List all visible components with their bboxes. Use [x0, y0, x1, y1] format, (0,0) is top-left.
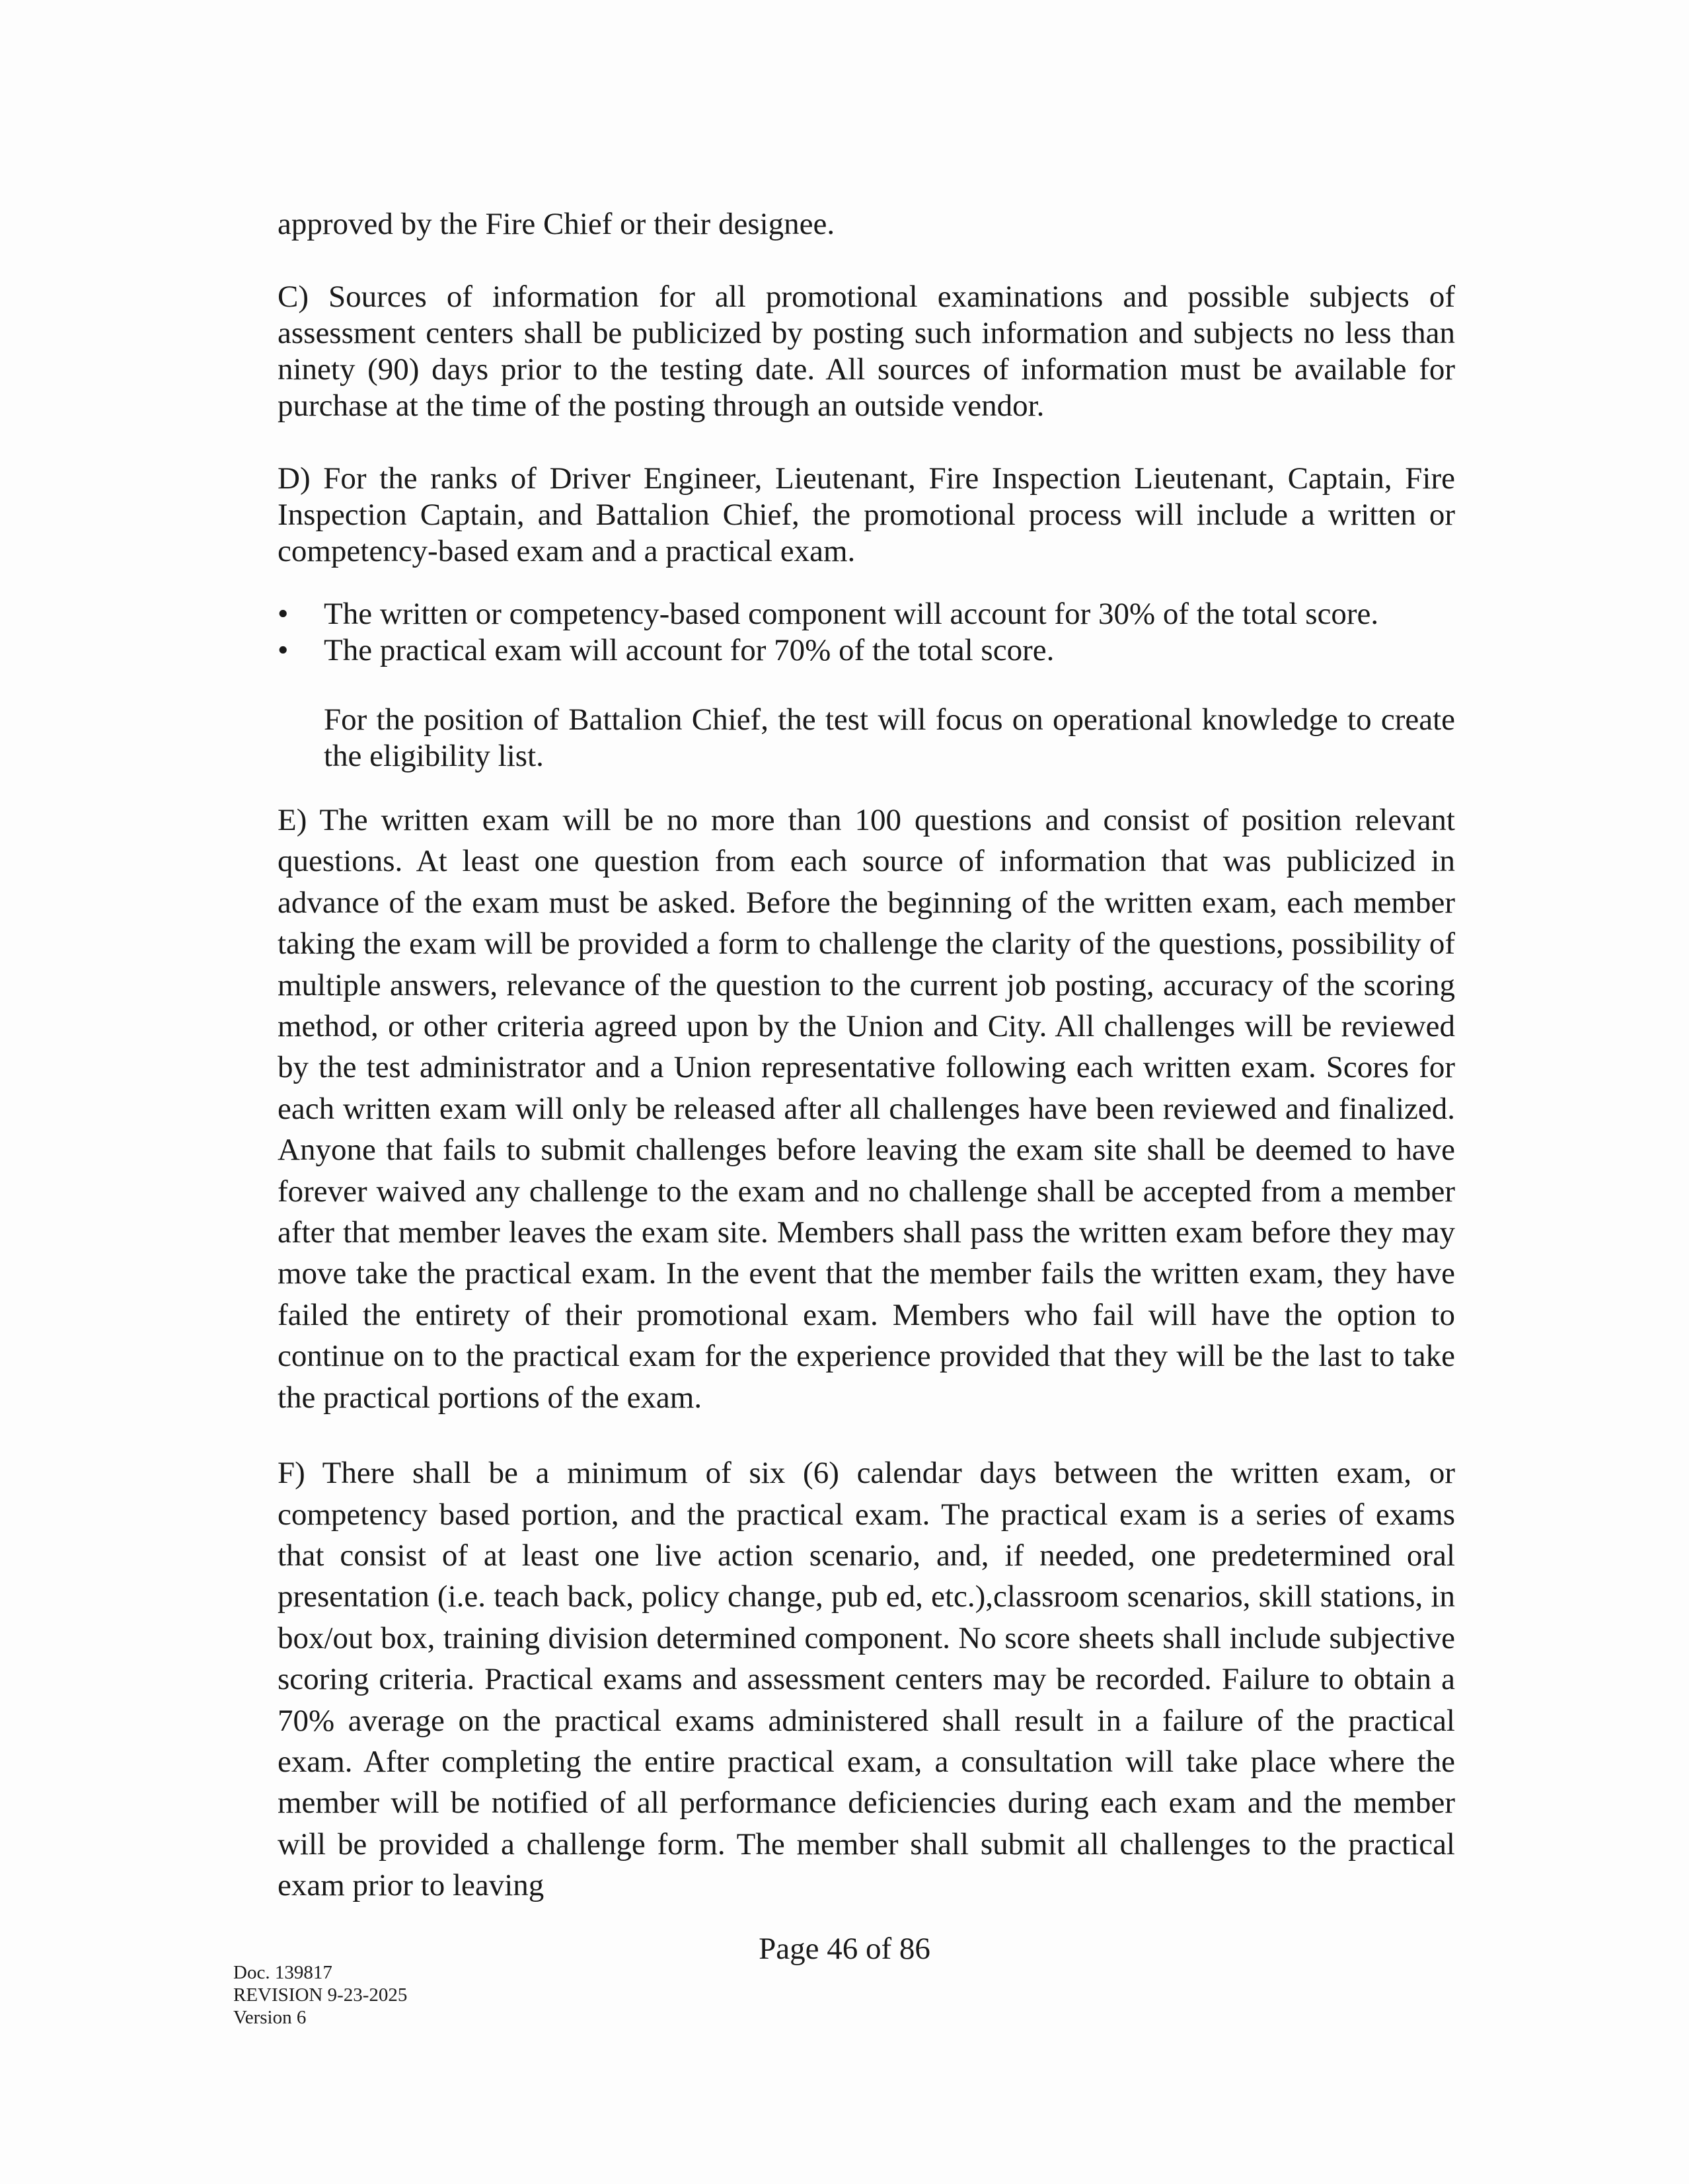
paragraph-c: C) Sources of information for all promotional examinations and possible subjects of assessment centers shall be publicized by posting such information and subjects no less than ninety (90) days prior to the testing date. All sources of information must be available for purchase at the time of the posting through an outside vendor.	[278, 280, 1455, 423]
revision-date: REVISION 9-23-2025	[233, 1984, 408, 2006]
bullet-icon: •	[278, 633, 289, 667]
document-body	[278, 206, 1455, 1906]
paragraph-e: E) The written exam will be no more than 100 questions and consist of position relevant questions. At least one question from each source of information that was publicized in advance of the exam must be asked. Before the beginning of the written exam, each member taking the exam will be provided a form to challenge the clarity of the questions, possibility of multiple answers, relevance of the question to the current job posting, accuracy of the scoring method, or other criteria agreed upon by the Union and City. All challenges will be reviewed by the test administrator and a Union representative following each written exam. Scores for each written exam will only be released after all challenges have been reviewed and finalized. Anyone that fails to submit challenges before leaving the exam site shall be deemed to have forever waived any challenge to the exam and no challenge shall be accepted from a member after that member leaves the exam site. Members shall pass the written exam before they may move take the practical exam. In the event that the member fails the written exam, they have failed the entirety of their promotional exam. Members who fail will have the option to continue on to the practical exam for the experience provided that they will be the last to take the practical portions of the exam.	[278, 803, 1455, 1415]
paragraph-continuation: approved by the Fire Chief or their designee.	[278, 207, 835, 241]
list-item-text: The practical exam will account for 70% of the total score.	[324, 633, 1055, 667]
version-label: Version 6	[233, 2007, 307, 2028]
score-weight-list	[278, 596, 1455, 669]
document-metadata	[233, 1961, 407, 2029]
list-item	[278, 632, 1455, 669]
bullet-icon: •	[278, 597, 289, 631]
doc-id: Doc. 139817	[233, 1962, 332, 1983]
battalion-chief-note: For the position of Battalion Chief, the test will focus on operational knowledge to create the eligibility list.	[324, 702, 1455, 773]
paragraph-d: D) For the ranks of Driver Engineer, Lieutenant, Fire Inspection Lieutenant, Captain, Fire Inspection Captain, and Battalion Chief, the promotional process will include a written or competency-based exam and a practical exam.	[278, 461, 1455, 568]
list-item	[278, 596, 1455, 632]
list-item-text: The written or competency-based component will account for 30% of the total score.	[324, 597, 1379, 631]
page-number: Page 46 of 86	[759, 1932, 930, 1966]
paragraph-f: F) There shall be a minimum of six (6) calendar days between the written exam, or competency based portion, and the practical exam. The practical exam is a series of exams that consist of at least one live action scenario, and, if needed, one predetermined oral presentation (i.e. teach back, policy change, pub ed, etc.),classroom scenarios, skill stations, in box/out box, training division determined component. No score sheets shall include subjective scoring criteria. Practical exams and assessment centers may be recorded. Failure to obtain a 70% average on the practical exams administered shall result in a failure of the practical exam. After completing the entire practical exam, a consultation will take place where the member will be notified of all performance deficiencies during each exam and the member will be provided a challenge form. The member shall submit all challenges to the practical exam prior to leaving	[278, 1456, 1455, 1903]
